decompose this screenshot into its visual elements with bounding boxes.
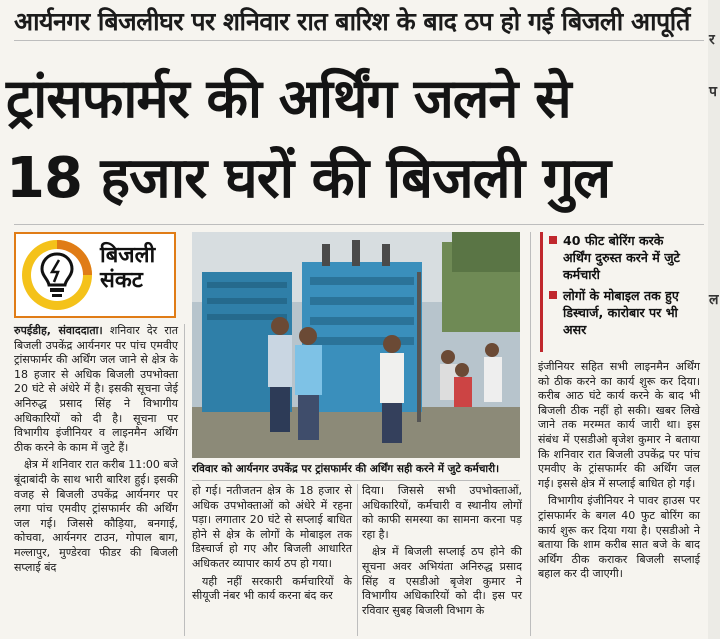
transformer-photo <box>192 232 520 458</box>
column-divider <box>184 324 185 636</box>
logo-text-line-2: संकट <box>100 267 143 293</box>
lightbulb-icon <box>20 238 94 312</box>
paragraph: विभागीय इंजीनियर ने पावर हाउस पर ट्रांसफार्मर के बगल 40 फुट बोरिंग का कार्य शुरू कर दिया गया है। एसडीओ ने बताया कि शाम करीब सात बजे के बाद अर्थिंग ठीक कराकर बिजली सप्लाई बहाल कर दी जाएगी। <box>538 494 700 581</box>
paragraph: इंजीनियर सहित सभी लाइनमैन अर्थिंग को ठीक करने का कार्य शुरू कर दिया। करीब आठ घंटे कार्य करने के बाद भी बिजली ठीक नहीं हो सकी। खबर लिखे जाने तक मरम्मत कार्य जारी था। इस संबंध में एसडीओ बृजेश कुमार ने बताया कि शनिवार रात बिजली उपकेंद्र पर पांच एमवीए के ट्रांसफार्मर की अर्थिंग जल गई। इससे क्षेत्र में सप्लाई बाधित हो गई। <box>538 360 700 490</box>
bullet-square-icon <box>549 236 557 244</box>
bullet-square-icon <box>549 291 557 299</box>
paragraph: दिया। जिससे सभी उपभोक्ताओं, अधिकारियों, कर्मचारी व स्थानीय लोगों को काफी समस्या का सामना करना पड़ रहा है। <box>362 484 522 541</box>
subheadline: आर्यनगर बिजलीघर पर शनिवार रात बारिश के बाद ठप हो गई बिजली आपूर्ति <box>14 7 690 36</box>
headline-line-1: ट्रांसफार्मर की अर्थिंग जलने से <box>6 67 571 130</box>
article-column-3 <box>362 484 522 621</box>
highlight-item: 40 फीट बोरिंग करके अर्थिंग दुरुस्त करने में जुटे कर्मचारी <box>549 232 692 283</box>
edge-glyph: ल <box>709 292 719 308</box>
paragraph: क्षेत्र में शनिवार रात करीब 11:00 बजे बूंदाबांदी के साथ भारी बारिश हुई। इसकी वजह से बिजली उपकेंद्र आर्यनगर पर लगा पांच एमवीए ट्रांसफार्मर की अर्थिंग जल गई। जिससे कौड़िया, बनगाई, कोचवा, आर्यनगर टाउन, गोपाल बाग, मल्लापुर, मुण्डेरवा फीडर की बिजली सप्लाई बंद <box>14 458 178 574</box>
highlight-item: लोगों के मोबाइल तक हुए डिस्चार्ज, कारोबार पर भी असर <box>549 287 692 338</box>
headline-line-2: 18 हजार घरों की बिजली गुल <box>6 146 611 211</box>
article-column-2 <box>192 484 352 607</box>
bijli-sankat-logo <box>14 232 176 318</box>
adjacent-page-edge <box>708 0 720 639</box>
article-column-4 <box>538 360 700 585</box>
paragraph: क्षेत्र में बिजली सप्लाई ठप होने की सूचना अवर अभियंता अनिरुद्ध प्रसाद सिंह व एसडीओ बृजेश कुमार ने विभागीय अधिकारियों को दी। इस पर रविवार सुबह बिजली विभाग के <box>362 545 522 617</box>
divider <box>14 224 704 225</box>
highlights-box <box>540 232 692 352</box>
divider <box>14 40 704 41</box>
logo-text-line-1: बिजली <box>100 243 156 268</box>
paragraph: हो गई। नतीजतन क्षेत्र के 18 हजार से अधिक उपभोक्ताओं को अंधेरे में रहना पड़ा। लगातार 20 घंटे से सप्लाई बाधित होने से क्षेत्र के लोगों के मोबाइल तक डिस्चार्ज हो गए और बिजली आधारित अधिकतर व्यापार कार्य ठप हो गया। <box>192 484 352 570</box>
paragraph: यही नहीं सरकारी कर्मचारियों के सीयूजी नंबर भी कार्य करना बंद कर <box>192 574 352 603</box>
edge-glyph: र <box>709 32 715 48</box>
photo-illustration <box>192 232 520 458</box>
paragraph: रुपईडीह, संवाददाता। शनिवार देर रात बिजली उपकेंद्र आर्यनगर पर पांच एमवीए ट्रांसफार्मर की अर्थिंग जल जाने से क्षेत्र के 18 हजार से अधिक बिजली उपभोक्ता 20 घंटे से अंधेरे में है। इसकी सूचना जेई अनिरुद्ध प्रसाद सिंह ने विभागीय अधिकारियों को दी है। सूचना पर विभागीय इंजीनियर व लाइनमैन अर्थिंग ठीक करने के काम में जुटे हैं। <box>14 324 178 454</box>
column-divider <box>530 232 531 636</box>
article-column-1 <box>14 324 178 578</box>
photo-caption: रविवार को आर्यनगर उपकेंद्र पर ट्रांसफार्मर की अर्थिंग सही करने में जुटे कर्मचारी। <box>192 458 520 481</box>
edge-glyph: प <box>709 84 717 100</box>
column-divider <box>357 484 358 636</box>
logo-label <box>100 244 172 293</box>
dateline: रुपईडीह, संवाददाता। <box>14 324 103 337</box>
